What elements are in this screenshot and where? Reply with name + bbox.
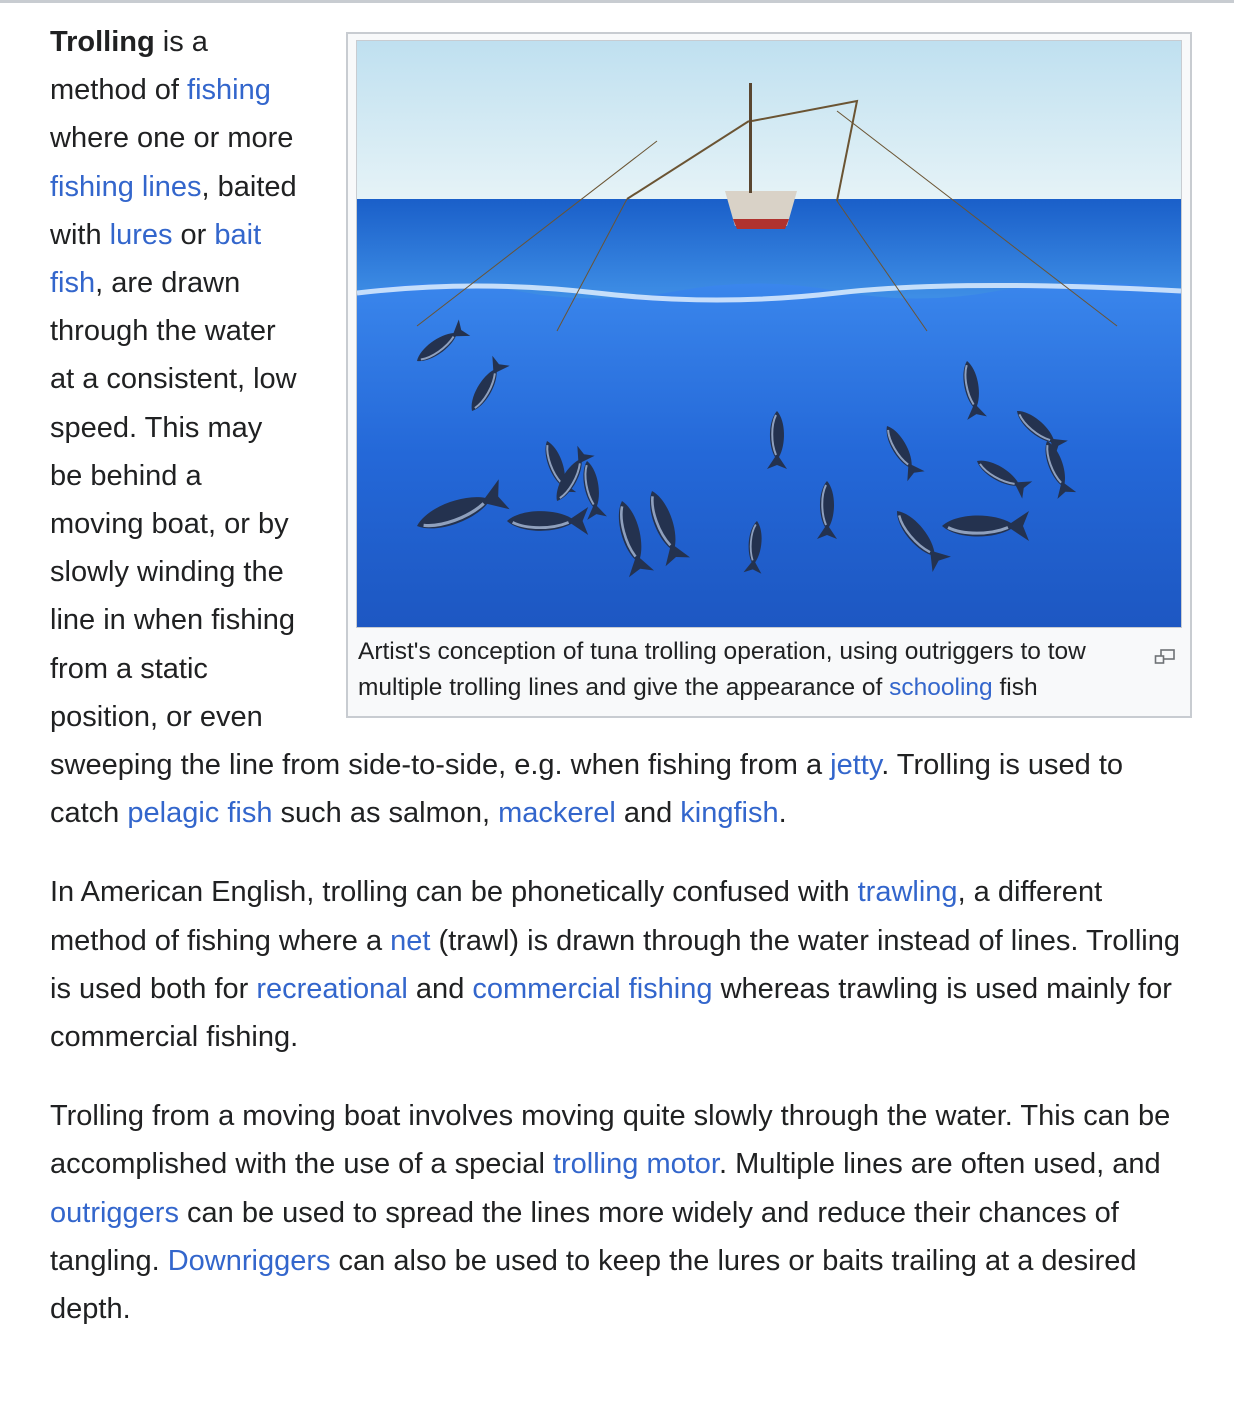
- link-downriggers[interactable]: Downriggers: [167, 1244, 331, 1277]
- paragraph-3: [50, 1092, 1192, 1333]
- text: , baited with: [50, 170, 297, 251]
- link-jetty[interactable]: jetty: [830, 749, 882, 782]
- link-fishing[interactable]: fishing: [187, 74, 271, 107]
- text: such as salmon,: [272, 797, 499, 830]
- link-trolling-motor[interactable]: trolling motor: [552, 1148, 719, 1181]
- text: .: [778, 797, 787, 830]
- tuna-trolling-image[interactable]: [356, 40, 1182, 628]
- text: is a method of: [50, 26, 208, 107]
- text: . Trolling is used to catch: [50, 749, 1124, 830]
- link-pelagic-fish[interactable]: pelagic fish: [127, 797, 273, 830]
- text: , are drawn through the water at a consistent, low speed. This may be behind a moving boat, or by slowly winding the line in when fishing from a static position, or even sweeping the line from side-to-side, e.g. when fishing from a: [50, 267, 831, 782]
- article-body: [50, 18, 1192, 1364]
- link-kingfish[interactable]: kingfish: [680, 797, 779, 830]
- link-mackerel[interactable]: mackerel: [498, 797, 616, 830]
- link-net[interactable]: net: [390, 924, 431, 957]
- top-divider: [0, 0, 1234, 3]
- text: can also be used to keep the lures or baits trailing at a desired depth.: [50, 1244, 1137, 1326]
- figure: [346, 32, 1192, 718]
- link-trawling[interactable]: trawling: [857, 876, 958, 909]
- term-trolling: Trolling: [50, 26, 155, 58]
- caption-text: Artist's conception of tuna trolling operation, using outriggers to tow multiple trolling lines and give the appearance of: [358, 638, 1086, 701]
- magnify-clip-icon[interactable]: [1154, 640, 1176, 656]
- text: and: [615, 797, 681, 830]
- paragraph-2: [50, 868, 1192, 1061]
- text: where one or more: [50, 122, 294, 155]
- text: (trawl) is drawn through the water instead of lines. Trolling is used both for: [50, 924, 1180, 1005]
- link-schooling[interactable]: schooling: [889, 674, 993, 701]
- caption-text-end: fish: [992, 674, 1038, 701]
- figure-caption: [356, 628, 1182, 706]
- link-bait-fish[interactable]: bait fish: [50, 218, 262, 300]
- text: or: [172, 218, 215, 251]
- text: , a different method of fishing where a: [50, 876, 1103, 957]
- text: can be used to spread the lines more widely and reduce their chances of tangling.: [50, 1196, 1119, 1277]
- text: whereas trawling is used mainly for commercial fishing.: [50, 972, 1172, 1054]
- text: and: [407, 972, 473, 1005]
- text: In American English, trolling can be phonetically confused with: [50, 876, 858, 909]
- link-lures[interactable]: lures: [109, 218, 173, 251]
- link-commercial-fishing[interactable]: commercial fishing: [472, 972, 713, 1005]
- text: Trolling from a moving boat involves moving quite slowly through the water. This can be accomplished with the use of a special: [50, 1100, 1171, 1181]
- text: . Multiple lines are often used, and: [718, 1148, 1161, 1181]
- link-recreational[interactable]: recreational: [256, 972, 408, 1005]
- link-outriggers[interactable]: outriggers: [50, 1196, 179, 1229]
- link-fishing-lines[interactable]: fishing lines: [50, 170, 202, 203]
